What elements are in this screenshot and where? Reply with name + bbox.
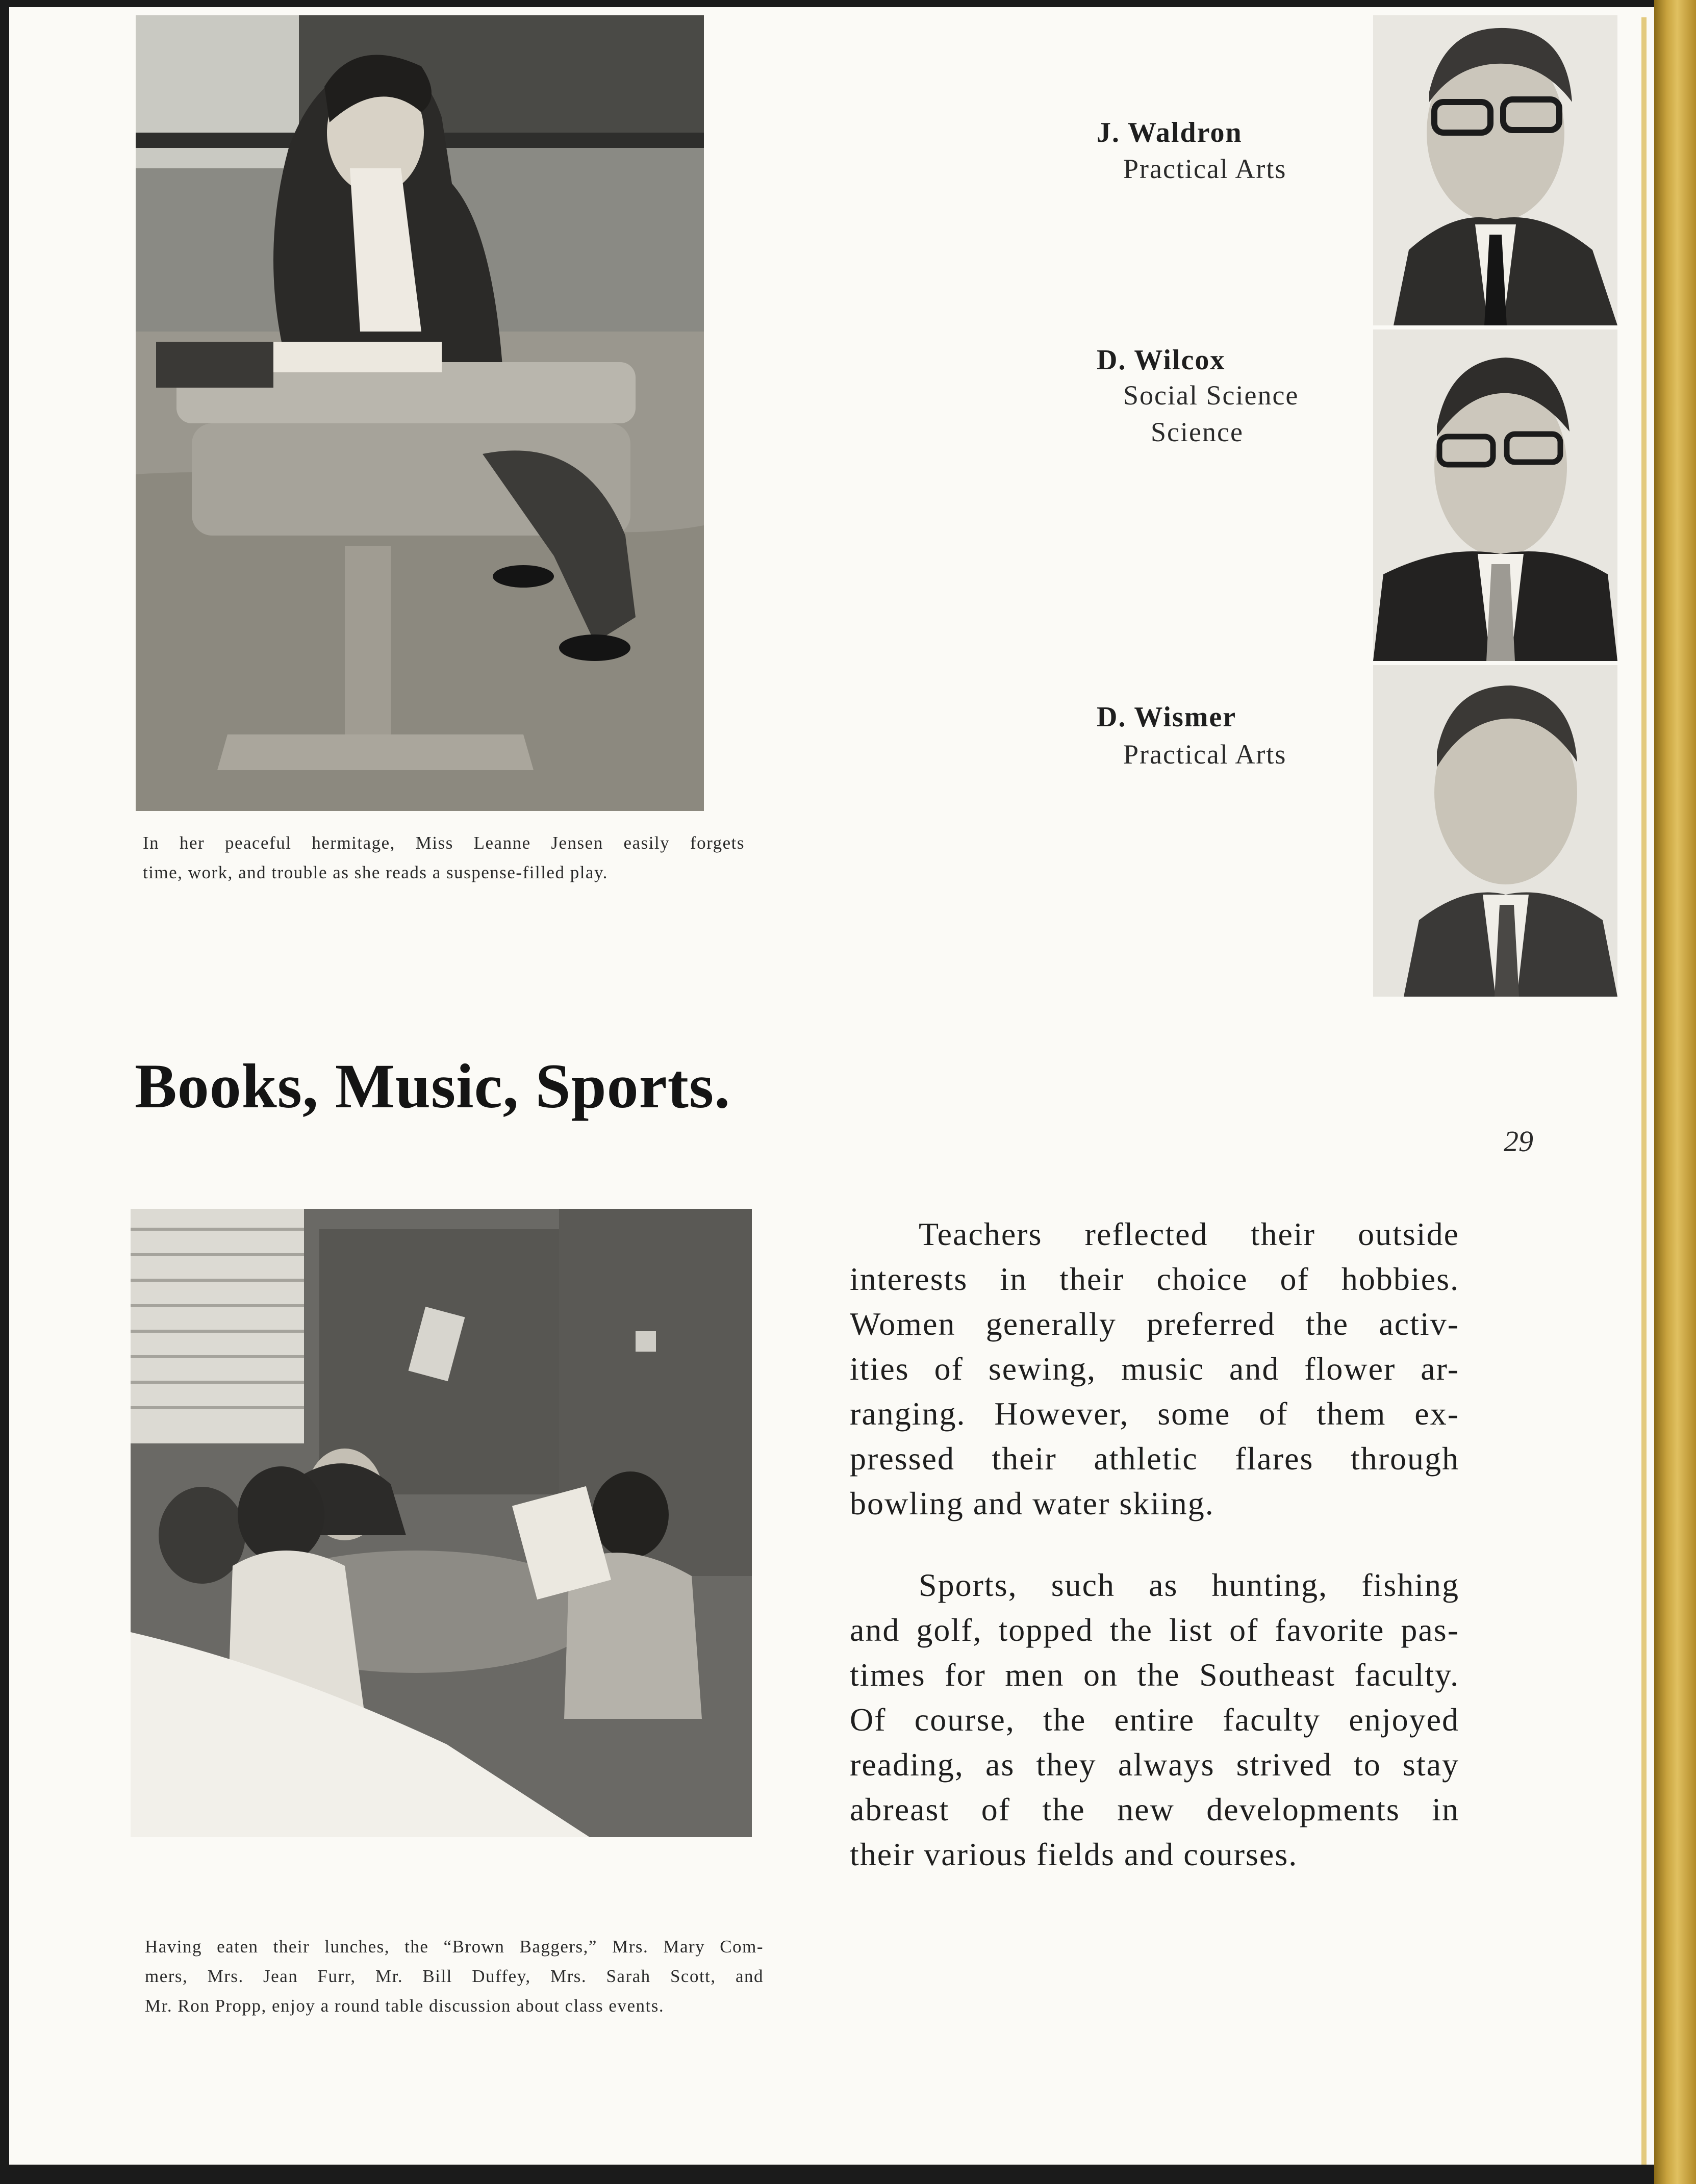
- caption-line: In her peaceful hermitage, Miss Leanne Jensen easily forgets: [143, 833, 745, 853]
- body-line: ranging. However, some of them ex-: [850, 1395, 1459, 1432]
- faculty-name: D. Wilcox: [1097, 344, 1226, 376]
- faculty-name: D. Wismer: [1097, 701, 1237, 733]
- caption-line: Having eaten their lunches, the “Brown Baggers,” Mrs. Mary Com-: [145, 1937, 764, 1957]
- brown-baggers-caption: [145, 1932, 764, 2021]
- binding-shadow: [1641, 17, 1647, 2165]
- faculty-subject: Social Science: [1123, 380, 1299, 411]
- faculty-portrait-wismer: [1373, 665, 1617, 997]
- gilded-page-edge: [1654, 0, 1696, 2184]
- faculty-portrait-waldron: [1373, 15, 1617, 325]
- reading-teacher-caption: [143, 828, 745, 887]
- body-line: their various fields and courses.: [850, 1836, 1298, 1872]
- body-line: Of course, the entire faculty enjoyed: [850, 1702, 1459, 1738]
- body-line: Sports, such as hunting, fishing: [919, 1567, 1459, 1603]
- section-headline: Books, Music, Sports.: [135, 1051, 731, 1121]
- body-paragraph-sports: [850, 1563, 1459, 1877]
- faculty-subject: Science: [1151, 417, 1244, 447]
- body-line: Women generally preferred the activ-: [850, 1306, 1459, 1342]
- caption-line: mers, Mrs. Jean Furr, Mr. Bill Duffey, Mrs. Sarah Scott, and: [145, 1966, 764, 1986]
- body-line: pressed their athletic flares through: [850, 1440, 1459, 1477]
- faculty-portrait-wilcox: [1373, 329, 1617, 661]
- caption-line: Mr. Ron Propp, enjoy a round table discussion about class events.: [145, 1996, 665, 2016]
- reading-teacher-photo: [136, 15, 704, 811]
- faculty-subject: Practical Arts: [1123, 739, 1287, 770]
- body-paragraph-hobbies: [850, 1212, 1459, 1526]
- brown-baggers-photo: [131, 1209, 752, 1837]
- body-line: reading, as they always strived to stay: [850, 1746, 1459, 1783]
- body-line: Teachers reflected their outside: [919, 1216, 1459, 1252]
- body-line: abreast of the new developments in: [850, 1791, 1459, 1827]
- page-number: 29: [1504, 1125, 1533, 1158]
- body-line: times for men on the Southeast faculty.: [850, 1657, 1459, 1693]
- yearbook-page: [9, 7, 1654, 2165]
- faculty-subject: Practical Arts: [1123, 154, 1287, 184]
- body-line: interests in their choice of hobbies.: [850, 1261, 1459, 1297]
- body-line: and golf, topped the list of favorite pas-: [850, 1612, 1459, 1648]
- caption-line: time, work, and trouble as she reads a suspense-filled play.: [143, 862, 608, 882]
- body-line: ities of sewing, music and flower ar-: [850, 1351, 1459, 1387]
- faculty-name: J. Waldron: [1097, 117, 1243, 148]
- body-line: bowling and water skiing.: [850, 1485, 1214, 1521]
